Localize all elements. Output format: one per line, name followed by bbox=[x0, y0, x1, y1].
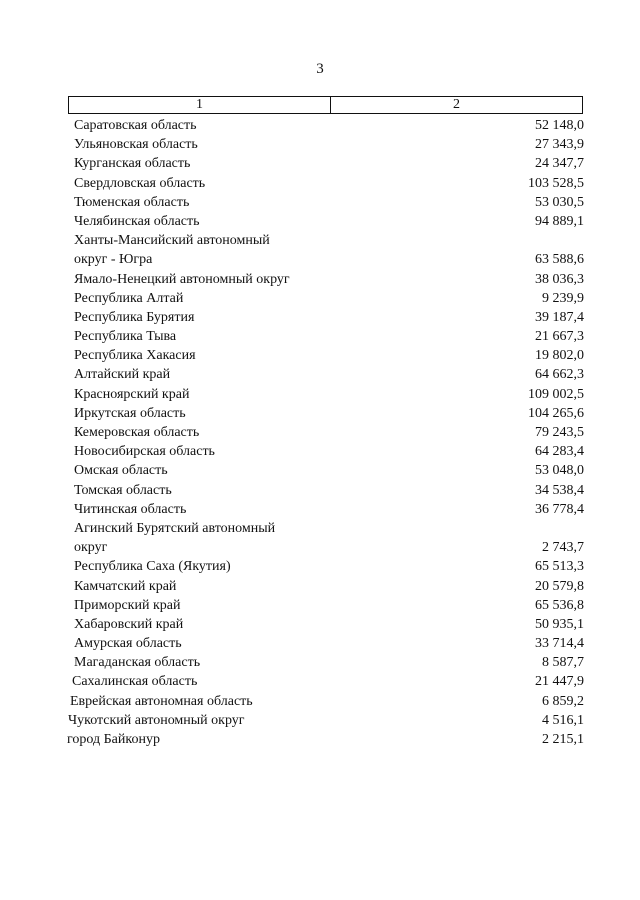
table-row bbox=[0, 212, 640, 231]
region-value: 21 667,3 bbox=[535, 329, 584, 345]
table-row bbox=[0, 289, 640, 308]
region-name: Ханты-Мансийский автономный bbox=[74, 233, 270, 249]
table-row bbox=[0, 500, 640, 519]
table-row bbox=[0, 730, 640, 749]
region-value: 24 347,7 bbox=[535, 156, 584, 172]
column-header-2: 2 bbox=[453, 97, 460, 112]
region-value: 27 343,9 bbox=[535, 137, 584, 153]
region-name: Тюменская область bbox=[74, 194, 190, 210]
table-row bbox=[0, 596, 640, 615]
table-header bbox=[68, 96, 583, 114]
table-row bbox=[0, 481, 640, 500]
region-value: 64 662,3 bbox=[535, 367, 584, 383]
region-name: Иркутская область bbox=[74, 405, 186, 421]
region-name: Республика Алтай bbox=[74, 290, 184, 306]
table-row bbox=[0, 270, 640, 289]
region-value: 52 148,0 bbox=[535, 118, 584, 133]
region-value: 53 030,5 bbox=[535, 194, 584, 210]
region-value: 65 513,3 bbox=[535, 559, 584, 575]
table-row bbox=[0, 135, 640, 154]
region-name: Ульяновская область bbox=[74, 137, 198, 153]
region-name: Ямало-Ненецкий автономный округ bbox=[74, 271, 290, 287]
table-row bbox=[0, 231, 640, 250]
region-name: округ - Югра bbox=[74, 252, 153, 268]
region-name: Хабаровский край bbox=[74, 616, 184, 632]
region-name: Челябинская область bbox=[74, 213, 200, 229]
region-name: Новосибирская область bbox=[74, 444, 215, 460]
region-value: 8 587,7 bbox=[542, 655, 584, 671]
table-row bbox=[0, 538, 640, 557]
table-row bbox=[0, 193, 640, 212]
region-name: Сахалинская область bbox=[72, 674, 198, 690]
region-value: 79 243,5 bbox=[535, 425, 584, 440]
region-name: Республика Тыва bbox=[74, 329, 177, 345]
region-value: 6 859,2 bbox=[542, 693, 584, 709]
table-row bbox=[0, 634, 640, 653]
table-row bbox=[0, 116, 640, 135]
region-value: 2 215,1 bbox=[542, 732, 584, 747]
region-name: Республика Хакасия bbox=[74, 348, 196, 364]
table-row bbox=[0, 385, 640, 404]
region-name: Саратовская область bbox=[74, 118, 197, 133]
region-value: 36 778,4 bbox=[535, 501, 584, 517]
region-value: 33 714,4 bbox=[535, 636, 584, 652]
region-name: Магаданская область bbox=[74, 655, 201, 671]
region-value: 109 002,5 bbox=[528, 386, 584, 402]
region-name: Республика Бурятия bbox=[74, 309, 195, 325]
region-value: 94 889,1 bbox=[535, 213, 584, 229]
table-row bbox=[0, 423, 640, 442]
region-name: Амурская область bbox=[74, 636, 182, 652]
table-row bbox=[0, 577, 640, 596]
table-row bbox=[0, 615, 640, 634]
region-name: Республика Саха (Якутия) bbox=[74, 559, 231, 575]
table-row bbox=[0, 672, 640, 691]
table-row bbox=[0, 308, 640, 327]
region-name: округ bbox=[74, 540, 108, 556]
region-value: 39 187,4 bbox=[535, 309, 584, 325]
table-row bbox=[0, 557, 640, 576]
region-value: 50 935,1 bbox=[535, 616, 584, 632]
table-row bbox=[0, 653, 640, 672]
table-row bbox=[0, 174, 640, 193]
region-name: Читинская область bbox=[74, 501, 187, 517]
region-value: 34 538,4 bbox=[535, 482, 584, 498]
region-value: 4 516,1 bbox=[542, 712, 584, 728]
region-name: Чукотский автономный округ bbox=[68, 712, 245, 728]
table-row bbox=[0, 250, 640, 269]
region-value: 53 048,0 bbox=[535, 463, 584, 479]
region-value: 64 283,4 bbox=[535, 444, 584, 460]
region-name: город Байконур bbox=[67, 732, 160, 747]
table-row bbox=[0, 365, 640, 384]
region-value: 104 265,6 bbox=[528, 405, 584, 421]
region-name: Свердловская область bbox=[74, 175, 206, 191]
region-value: 2 743,7 bbox=[542, 540, 584, 556]
table-row bbox=[0, 519, 640, 538]
region-name: Еврейская автономная область bbox=[70, 693, 253, 709]
table-row bbox=[0, 461, 640, 480]
region-name: Приморский край bbox=[74, 597, 181, 613]
column-header-1: 1 bbox=[69, 97, 331, 113]
region-value: 20 579,8 bbox=[535, 578, 584, 594]
region-value: 63 588,6 bbox=[535, 252, 584, 268]
region-name: Кемеровская область bbox=[74, 425, 200, 440]
region-name: Омская область bbox=[74, 463, 168, 479]
table-body bbox=[0, 116, 640, 749]
page-number: 3 bbox=[316, 61, 324, 77]
region-value: 38 036,3 bbox=[535, 271, 584, 287]
table-row bbox=[0, 692, 640, 711]
table-row bbox=[0, 327, 640, 346]
region-name: Камчатский край bbox=[74, 578, 177, 594]
region-name: Алтайский край bbox=[74, 367, 171, 383]
region-name: Агинский Бурятский автономный bbox=[74, 520, 276, 536]
region-value: 65 536,8 bbox=[535, 597, 584, 613]
table-row bbox=[0, 346, 640, 365]
table-row bbox=[0, 442, 640, 461]
region-name: Томская область bbox=[74, 482, 172, 498]
region-name: Красноярский край bbox=[74, 386, 190, 402]
region-value: 9 239,9 bbox=[542, 290, 584, 306]
region-value: 21 447,9 bbox=[535, 674, 584, 690]
table-row bbox=[0, 404, 640, 423]
region-name: Курганская область bbox=[74, 156, 191, 172]
region-value: 103 528,5 bbox=[528, 175, 584, 191]
region-value: 19 802,0 bbox=[535, 348, 584, 364]
table-row bbox=[0, 711, 640, 730]
table-row bbox=[0, 154, 640, 173]
